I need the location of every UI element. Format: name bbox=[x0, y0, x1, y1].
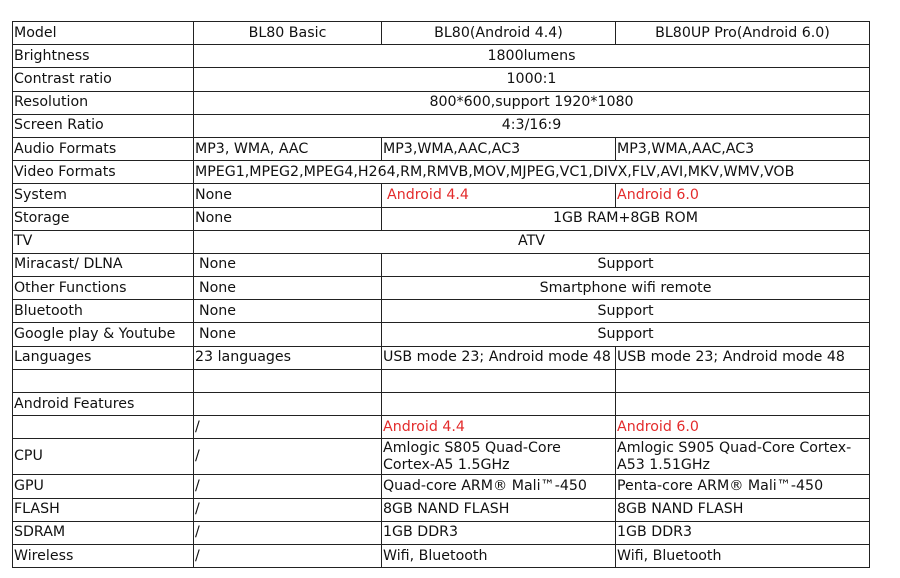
row-label: GPU bbox=[13, 475, 194, 498]
table-row-google bbox=[13, 323, 870, 346]
table-row-android-system bbox=[13, 416, 870, 439]
column-header-bl80up-pro: BL80UP Pro(Android 6.0) bbox=[616, 22, 870, 45]
table-row-screen-ratio bbox=[13, 114, 870, 137]
table-row-contrast bbox=[13, 68, 870, 91]
cell-android60: MP3,WMA,AAC,AC3 bbox=[616, 137, 870, 160]
table-row-video bbox=[13, 161, 870, 184]
cell-value: 1GB RAM+8GB ROM bbox=[382, 207, 870, 230]
row-label: Screen Ratio bbox=[13, 114, 194, 137]
cell-value: 4:3/16:9 bbox=[194, 114, 870, 137]
row-label: Google play & Youtube bbox=[13, 323, 194, 346]
row-label: TV bbox=[13, 230, 194, 253]
row-label: Video Formats bbox=[13, 161, 194, 184]
cell-android44: 1GB DDR3 bbox=[382, 521, 616, 544]
cell-android44: USB mode 23; Android mode 48 bbox=[382, 346, 616, 369]
table-row-flash bbox=[13, 498, 870, 521]
row-label: Bluetooth bbox=[13, 300, 194, 323]
cell-android60: USB mode 23; Android mode 48 bbox=[616, 346, 870, 369]
row-label: Other Functions bbox=[13, 277, 194, 300]
cell-basic: 23 languages bbox=[194, 346, 382, 369]
table-row-other-functions bbox=[13, 277, 870, 300]
cell-value: 1000:1 bbox=[194, 68, 870, 91]
cell-basic: / bbox=[194, 521, 382, 544]
cell-android44: Android 4.4 bbox=[382, 184, 616, 207]
cell-value: Smartphone wifi remote bbox=[382, 277, 870, 300]
cell-android44: Wifi, Bluetooth bbox=[382, 544, 616, 567]
column-header-bl80-basic: BL80 Basic bbox=[194, 22, 382, 45]
cell-value: Support bbox=[382, 253, 870, 276]
table-row-gpu bbox=[13, 475, 870, 498]
cell-basic: None bbox=[194, 207, 382, 230]
table-row-storage bbox=[13, 207, 870, 230]
cell-android60: Penta-core ARM® Mali™-450 bbox=[616, 475, 870, 498]
table-header-row bbox=[13, 22, 870, 45]
cell-value: 1800lumens bbox=[194, 45, 870, 68]
cell-android60: Wifi, Bluetooth bbox=[616, 544, 870, 567]
cell-value: MPEG1,MPEG2,MPEG4,H264,RM,RMVB,MOV,MJPEG,VC1,DIVX,FLV,AVI,MKV,WMV,VOB bbox=[194, 161, 870, 184]
table-row-tv bbox=[13, 230, 870, 253]
row-label: FLASH bbox=[13, 498, 194, 521]
cell-basic: / bbox=[194, 416, 382, 439]
table-row-android-heading bbox=[13, 393, 870, 416]
column-header-model: Model bbox=[13, 22, 194, 45]
cell-basic: None bbox=[194, 184, 382, 207]
cell-value: Support bbox=[382, 323, 870, 346]
cell-basic: None bbox=[194, 277, 382, 300]
table-row-cpu bbox=[13, 439, 870, 475]
cell-basic: / bbox=[194, 544, 382, 567]
cell-android44: 8GB NAND FLASH bbox=[382, 498, 616, 521]
cell-android44: Android 4.4 bbox=[382, 416, 616, 439]
section-heading: Android Features bbox=[13, 393, 194, 416]
cell-basic: None bbox=[194, 300, 382, 323]
table-row-miracast bbox=[13, 253, 870, 276]
cell-android60: Amlogic S905 Quad-Core Cortex-A53 1.51GHz bbox=[616, 439, 870, 475]
table-row-bluetooth bbox=[13, 300, 870, 323]
row-label: Languages bbox=[13, 346, 194, 369]
table-row-audio bbox=[13, 137, 870, 160]
cell-android60: 8GB NAND FLASH bbox=[616, 498, 870, 521]
spec-table bbox=[12, 21, 870, 568]
table-row-sdram bbox=[13, 521, 870, 544]
cell-android44: MP3,WMA,AAC,AC3 bbox=[382, 137, 616, 160]
cell-value: Support bbox=[382, 300, 870, 323]
cell-basic: None bbox=[194, 323, 382, 346]
table-row-system bbox=[13, 184, 870, 207]
table-row-languages bbox=[13, 346, 870, 369]
cell-basic: MP3, WMA, AAC bbox=[194, 137, 382, 160]
table-row-wireless bbox=[13, 544, 870, 567]
table-row-spacer bbox=[13, 369, 870, 392]
column-header-bl80-android44: BL80(Android 4.4) bbox=[382, 22, 616, 45]
row-label: SDRAM bbox=[13, 521, 194, 544]
cell-basic: / bbox=[194, 439, 382, 475]
cell-android60: 1GB DDR3 bbox=[616, 521, 870, 544]
table-row-brightness bbox=[13, 45, 870, 68]
row-label: Wireless bbox=[13, 544, 194, 567]
row-label: Storage bbox=[13, 207, 194, 230]
cell-basic: / bbox=[194, 475, 382, 498]
row-label: Contrast ratio bbox=[13, 68, 194, 91]
row-label: Resolution bbox=[13, 91, 194, 114]
row-label: Miracast/ DLNA bbox=[13, 253, 194, 276]
cell-value: ATV bbox=[194, 230, 870, 253]
cell-android60: Android 6.0 bbox=[616, 184, 870, 207]
row-label: Audio Formats bbox=[13, 137, 194, 160]
cell-android44: Quad-core ARM® Mali™-450 bbox=[382, 475, 616, 498]
table-row-resolution bbox=[13, 91, 870, 114]
cell-basic: None bbox=[194, 253, 382, 276]
row-label: CPU bbox=[13, 439, 194, 475]
cell-value: 800*600,support 1920*1080 bbox=[194, 91, 870, 114]
cell-android60: Android 6.0 bbox=[616, 416, 870, 439]
cell-basic: / bbox=[194, 498, 382, 521]
row-label: Brightness bbox=[13, 45, 194, 68]
row-label: System bbox=[13, 184, 194, 207]
cell-android44: Amlogic S805 Quad-Core Cortex-A5 1.5GHz bbox=[382, 439, 616, 475]
